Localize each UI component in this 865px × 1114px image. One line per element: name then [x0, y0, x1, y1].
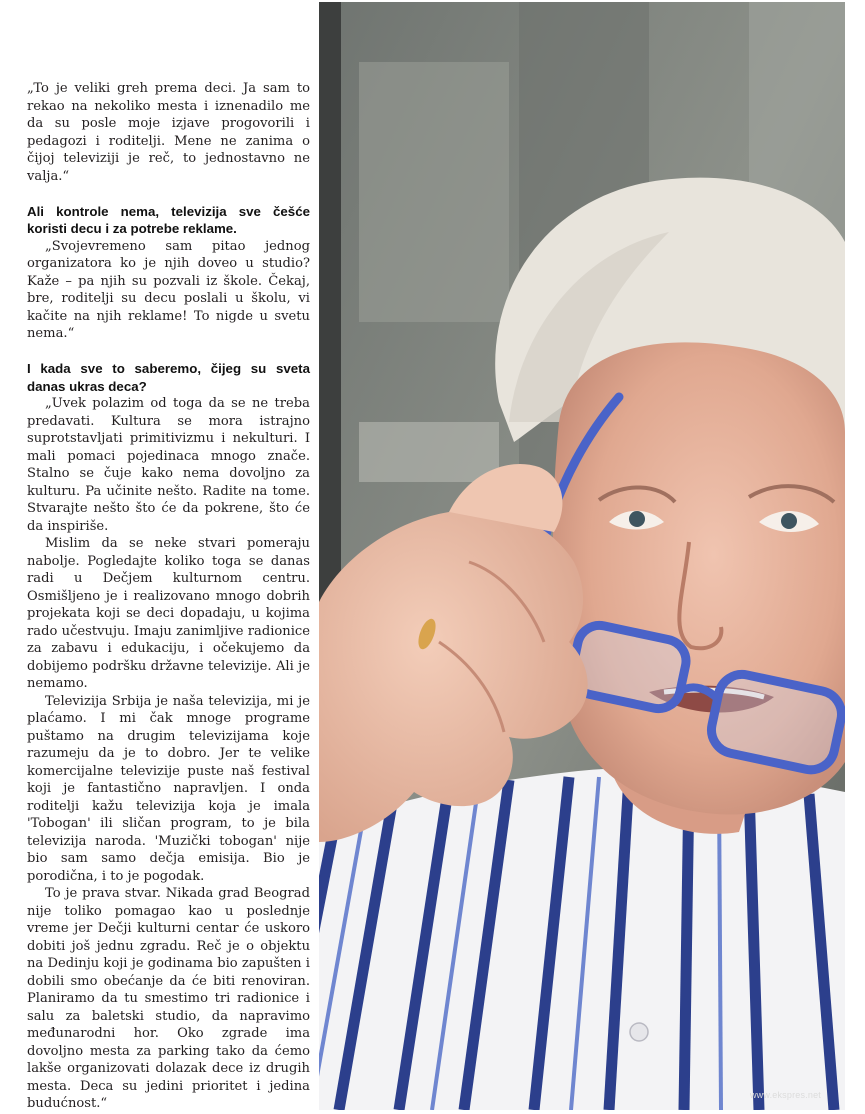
striped-shirt — [319, 762, 845, 1110]
portrait-photo — [319, 2, 845, 1110]
photo-credit: www.ekspres.net — [749, 1090, 821, 1100]
interview-question-1: Ali kontrole nema, televizija sve češće koristi decu i za potrebe reklame. — [27, 203, 310, 236]
interview-question-2: I kada sve to saberemo, čijeg su sveta danas ukras deca? — [27, 361, 310, 394]
paragraph-answer-5: Televizija Srbija je naša televizija, mi je plaćamo. I mi čak mnoge programe puštamo na drugim televizijama koje razumeju da je to dobro. Jer te velike komercijalne televizije puste naš festival koji je fantastično napravljen. I onda roditelji kažu televizija koja je imala 'Tobogan' ili sličan program, to je bila televizija naroda. 'Muzički tobogan' nije bio sam samo dečja emisija. Bio je porodična, i to je pogodak. — [27, 693, 310, 884]
blurred-ledge — [359, 422, 499, 482]
article-text-column — [27, 80, 310, 1113]
paragraph-answer-1: „To je veliki greh prema deci. Ja sam to rekao na nekoliko mesta i iznenadilo me da su posle moje izjave progovorili i pedagozi i roditelji. Mene ne zanima o čijoj televiziji je reč, to jednostavno ne valja.“ — [27, 81, 310, 184]
paragraph-answer-4: Mislim da se neke stvari pomeraju nabolje. Pogledajte koliko toga se danas radi u Dečjem kulturnom centru. Osmišljeno je i realizovano mnogo dobrih projekata koji se deci dopadaju, u kojima rado učestvuju. Imaju zanimljive radionice za zabavu i edukaciju, i očekujemo da dobijemo podršku državne televizije. Ali je nemamo. — [27, 536, 310, 691]
paragraph-answer-3: „Uvek polazim od toga da se ne treba predavati. Kultura se mora istrajno suprotstavljati primitivizmu i nekulturi. I mali pomaci pojedinaca mnogo znače. Stalno se čuje kako nema dovoljno za kulturu. Pa učinite nešto. Radite na tome. Stvarajte nešto što će da pokrene, što će da inspiriše. — [27, 396, 310, 534]
paragraph-answer-6: To je prava stvar. Nikada grad Beograd nije toliko pomagao kao u poslednje vreme jer Dečji kulturni centar će uskoro dobiti još jednu zgradu. Reč je o objektu na Dedinju koji je godinama bio zapušten i dobili smo obećanje da će biti renoviran. Planiramo da tu smestimo tri radionice i salu za baletski studio, da napravimo međunarodni hor. Oko zgrade ima dovoljno mesta za parking tako da ćemo lakše organizovati dolazak dece iz drugih mesta. Deca su jedini prioritet i jedina budućnost.“ — [27, 886, 310, 1111]
portrait-illustration — [319, 2, 845, 1110]
paragraph-answer-2: „Svojevremeno sam pitao jednog organizatora ko je njih doveo u studio? Kaže – pa njih su pozvali iz škole. Čekaj, bre, roditelji su decu poslali u školu, vi kačite na njih reklame! To nigde u svetu nema.“ — [27, 238, 310, 341]
blurred-window — [359, 62, 509, 322]
